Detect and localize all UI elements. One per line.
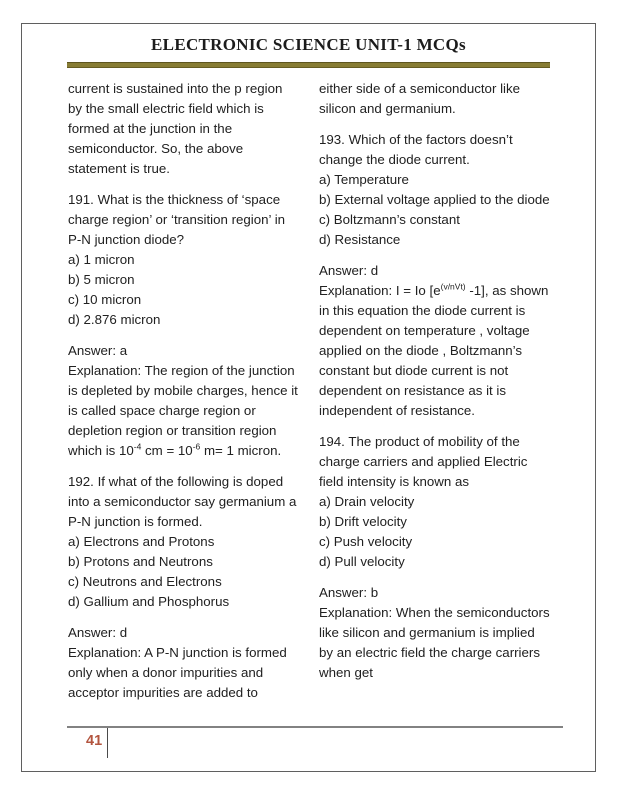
continuation-paragraph <box>319 79 551 119</box>
option-line: d) Resistance <box>319 232 401 247</box>
superscript: (v/nVt) <box>440 281 466 292</box>
right-column <box>319 79 551 714</box>
explanation-part: m= 1 micron. <box>200 443 282 458</box>
page-number: 41 <box>86 733 103 749</box>
option-line: c) 10 micron <box>68 292 142 307</box>
page-title: ELECTRONIC SCIENCE UNIT-1 MCQs <box>151 35 466 54</box>
answer-line: Answer: b <box>319 585 379 600</box>
document-page <box>21 23 596 772</box>
superscript: -6 <box>192 441 201 452</box>
question-text: 193. Which of the factors doesn’t change the diode current. <box>319 132 513 167</box>
left-column <box>68 79 300 714</box>
answer-line: Answer: a <box>68 343 128 358</box>
option-line: b) Drift velocity <box>319 514 407 529</box>
superscript: -4 <box>133 441 142 452</box>
option-line: a) Temperature <box>319 172 409 187</box>
question-text: 192. If what of the following is doped into a semiconductor say germanium a P-N junction is formed. <box>68 474 297 529</box>
paragraph-text: current is sustained into the p region by the small electric field which is formed at the junction in the semiconductor. So, the above statement is true. <box>68 81 283 176</box>
option-line: b) External voltage applied to the diode <box>319 192 550 207</box>
explanation-part: Explanation: I = Io [e <box>319 283 441 298</box>
option-line: c) Boltzmann’s constant <box>319 212 460 227</box>
explanation-text <box>319 281 551 421</box>
paragraph-text: either side of a semiconductor like silicon and germanium. <box>319 81 521 116</box>
answer-191 <box>68 341 300 461</box>
option-line: d) 2.876 micron <box>68 312 161 327</box>
page-number-row <box>67 728 563 758</box>
answer-line: Answer: d <box>68 625 128 640</box>
question-194 <box>319 432 551 572</box>
question-text: 191. What is the thickness of ‘space charge region’ or ‘transition region’ in P-N junction diode? <box>68 192 286 247</box>
option-line: a) Drain velocity <box>319 494 415 509</box>
option-line: c) Neutrons and Electrons <box>68 574 222 589</box>
option-line: b) Protons and Neutrons <box>68 554 213 569</box>
explanation-part: -1], as shown in this equation the diode current is dependent on temperature , voltage applied on the diode , Boltzmann’s constant but diode current is not dependent on resistance as it is independent of resistance. <box>319 283 549 418</box>
question-191 <box>68 190 300 330</box>
question-193 <box>319 130 551 250</box>
explanation-part: Explanation: The region of the junction is depleted by mobile charges, hence it is called space charge region or depletion region or transition region which is 10 <box>68 363 298 458</box>
explanation-part: cm = 10 <box>141 443 193 458</box>
explanation-text <box>68 361 300 461</box>
answer-193 <box>319 261 551 421</box>
option-line: b) 5 micron <box>68 272 135 287</box>
option-line: a) 1 micron <box>68 252 135 267</box>
option-line: c) Push velocity <box>319 534 413 549</box>
answer-194 <box>319 583 551 683</box>
page-number-separator <box>107 728 108 758</box>
option-line: d) Pull velocity <box>319 554 405 569</box>
answer-line: Answer: d <box>319 263 379 278</box>
continuation-paragraph <box>68 79 300 179</box>
answer-192 <box>68 623 300 703</box>
document-footer <box>67 726 563 758</box>
option-line: d) Gallium and Phosphorus <box>68 594 230 609</box>
question-192 <box>68 472 300 612</box>
explanation-text: Explanation: When the semiconductors like silicon and germanium is implied by an electric field the charge carriers when get <box>319 605 550 680</box>
question-text: 194. The product of mobility of the charge carriers and applied Electric field intensity is known as <box>319 434 528 489</box>
option-line: a) Electrons and Protons <box>68 534 215 549</box>
document-header <box>22 24 595 68</box>
explanation-text: Explanation: A P-N junction is formed only when a donor impurities and acceptor impurities are added to <box>68 645 287 700</box>
two-column-body <box>22 68 595 714</box>
